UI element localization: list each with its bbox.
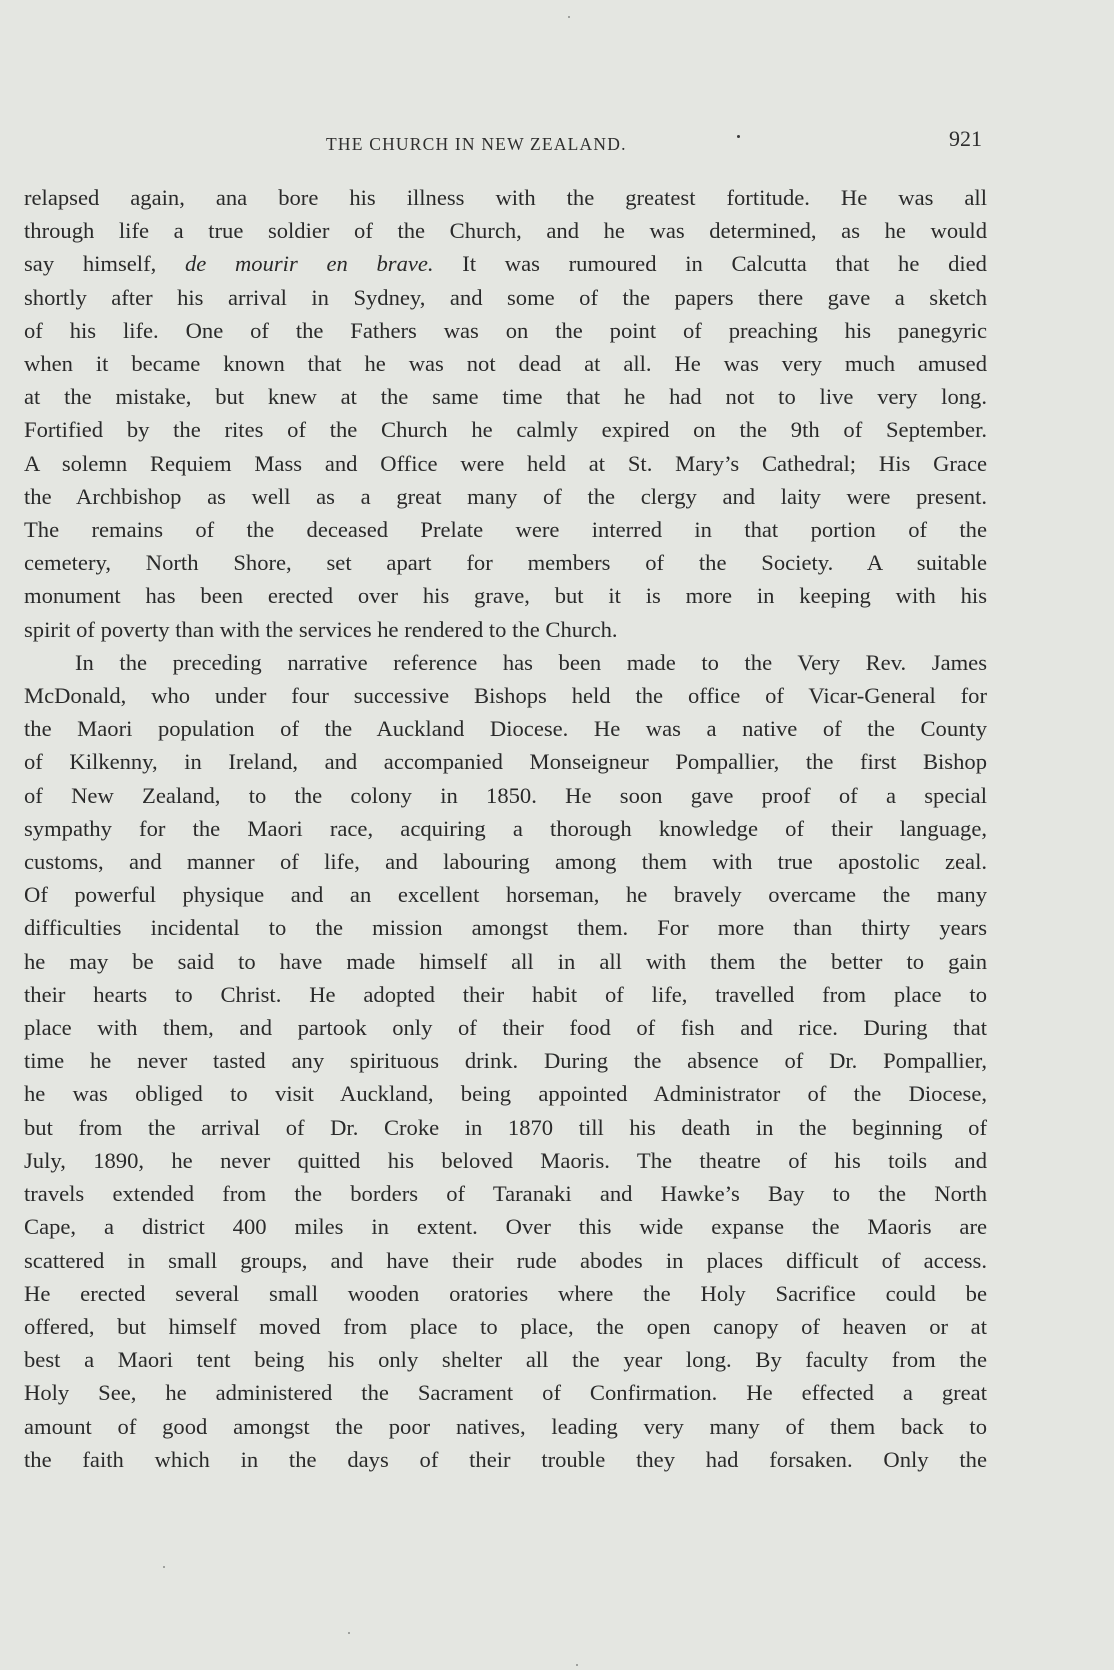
- text-line: travels extended from the borders of Taranaki and Hawke’s Bay to the North: [24, 1181, 987, 1207]
- text-line: their hearts to Christ. He adopted their habit of life, travelled from place to: [24, 981, 987, 1007]
- text-line: he may be said to have made himself all in all with them the better to gain: [24, 948, 987, 974]
- body-text: [24, 181, 987, 1476]
- paper-speck: [348, 1632, 350, 1634]
- text-line: of Kilkenny, in Ireland, and accompanied Monseigneur Pompallier, the first Bishop: [24, 749, 987, 775]
- paragraph-1: [24, 181, 987, 646]
- text-line: offered, but himself moved from place to place, the open canopy of heaven or at: [24, 1313, 987, 1339]
- text-line: The remains of the deceased Prelate were interred in that portion of the: [24, 517, 987, 543]
- text-line: He erected several small wooden oratories where the Holy Sacrifice could be: [24, 1280, 987, 1306]
- paper-speck: [568, 16, 570, 18]
- text-line: shortly after his arrival in Sydney, and some of the papers there gave a sketch: [24, 284, 987, 310]
- text-line: he was obliged to visit Auckland, being appointed Administrator of the Diocese,: [24, 1081, 987, 1107]
- text-line: difficulties incidental to the mission amongst them. For more than thirty years: [24, 915, 987, 941]
- text-line: Cape, a district 400 miles in extent. Over this wide expanse the Maoris are: [24, 1214, 987, 1240]
- text-line: best a Maori tent being his only shelter all the year long. By faculty from the: [24, 1347, 987, 1373]
- text-line: at the mistake, but knew at the same time that he had not to live very long.: [24, 384, 987, 410]
- text-line: customs, and manner of life, and labouring among them with true apostolic zeal.: [24, 849, 987, 875]
- text-line: sympathy for the Maori race, acquiring a thorough knowledge of their language,: [24, 815, 987, 841]
- text-line: Fortified by the rites of the Church he calmly expired on the 9th of September.: [24, 417, 987, 443]
- header-dot: [737, 135, 740, 138]
- text-line: when it became known that he was not dead at all. He was very much amused: [24, 351, 987, 377]
- text-line: relapsed again, ana bore his illness with the greatest fortitude. He was all: [24, 185, 987, 210]
- text-line: of his life. One of the Fathers was on the point of preaching his panegyric: [24, 317, 987, 343]
- text-line: say himself, de mourir en brave. It was rumoured in Calcutta that he died: [24, 251, 987, 277]
- text-line: In the preceding narrative reference has been made to the Very Rev. James: [75, 649, 987, 675]
- text-line: Of powerful physique and an excellent horseman, he bravely overcame the many: [24, 882, 987, 908]
- text-line: the Maori population of the Auckland Diocese. He was a native of the County: [24, 716, 987, 742]
- page-number: 921: [949, 126, 982, 151]
- text-line: but from the arrival of Dr. Croke in 1870 till his death in the beginning of: [24, 1114, 987, 1140]
- text-line: spirit of poverty than with the services he rendered to the Church.: [24, 616, 618, 642]
- text-line: scattered in small groups, and have their rude abodes in places difficult of access.: [24, 1247, 987, 1273]
- text-line: time he never tasted any spirituous drink. During the absence of Dr. Pompallier,: [24, 1048, 987, 1074]
- text-line: Holy See, he administered the Sacrament of Confirmation. He effected a great: [24, 1380, 987, 1406]
- paper-speck: [576, 1664, 578, 1666]
- paragraph-2: [24, 646, 987, 1476]
- text-line: July, 1890, he never quitted his beloved Maoris. The theatre of his toils and: [24, 1147, 987, 1173]
- text-line: place with them, and partook only of their food of fish and rice. During that: [24, 1015, 987, 1041]
- text-line: the Archbishop as well as a great many of the clergy and laity were present.: [24, 483, 987, 509]
- text-line: amount of good amongst the poor natives, leading very many of them back to: [24, 1413, 987, 1439]
- text-line: cemetery, North Shore, set apart for members of the Society. A suitable: [24, 550, 987, 576]
- text-line: through life a true soldier of the Church, and he was determined, as he would: [24, 218, 987, 244]
- text-line: the faith which in the days of their trouble they had forsaken. Only the: [24, 1446, 987, 1472]
- running-title: THE CHURCH IN NEW ZEALAND.: [326, 134, 627, 154]
- paper-speck: [163, 1566, 165, 1568]
- running-header: [0, 126, 1114, 164]
- text-line: of New Zealand, to the colony in 1850. He soon gave proof of a special: [24, 782, 987, 808]
- italic-phrase: de mourir en brave.: [184, 251, 434, 277]
- text-line: monument has been erected over his grave, but it is more in keeping with his: [24, 583, 987, 609]
- text-line: A solemn Requiem Mass and Office were held at St. Mary’s Cathedral; His Grace: [24, 450, 987, 476]
- text-line: McDonald, who under four successive Bishops held the office of Vicar-General for: [24, 683, 987, 709]
